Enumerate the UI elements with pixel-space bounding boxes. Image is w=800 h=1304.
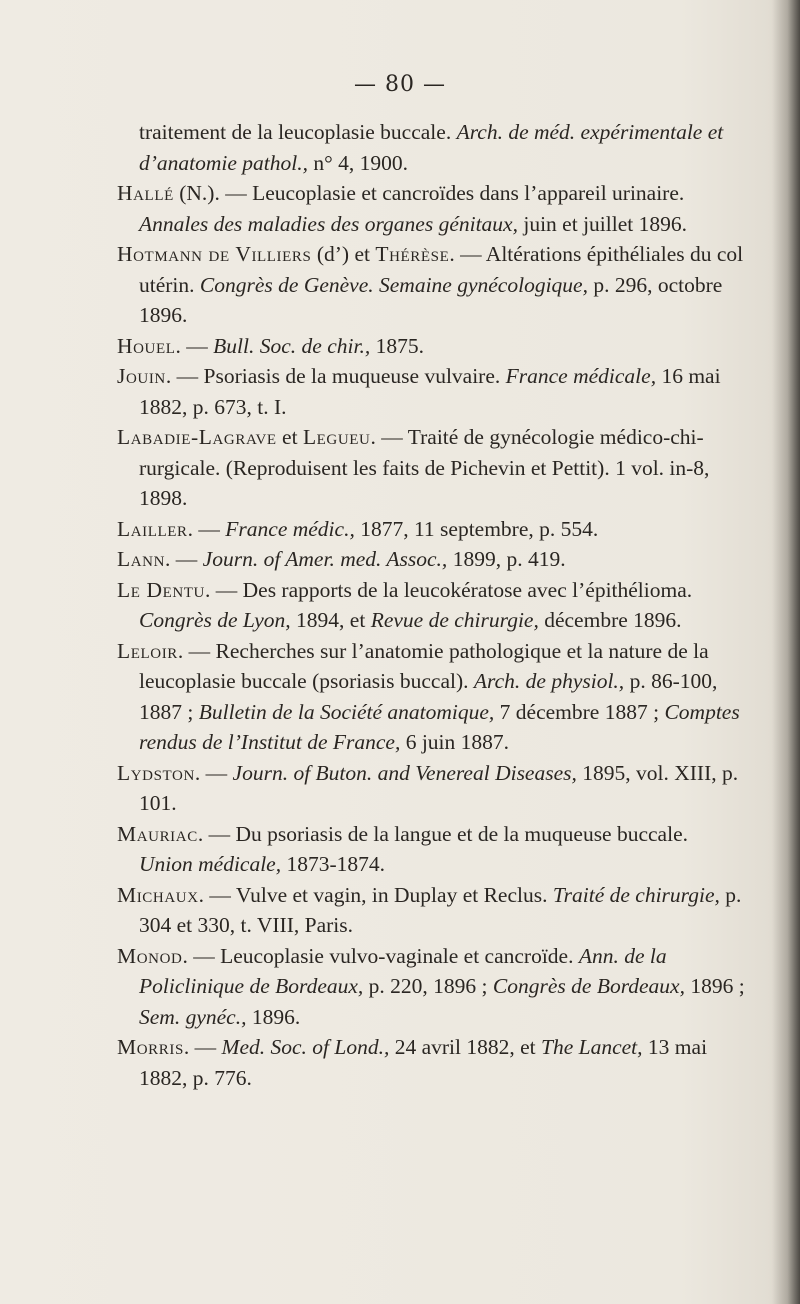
- entry-text: 6 juin 1887.: [400, 730, 510, 754]
- entry-text: 7 décembre 1887 ;: [494, 699, 665, 724]
- entry-text: et: [276, 425, 303, 449]
- entry-author: Lydston: [117, 760, 195, 785]
- entry-text: 1894, et: [290, 608, 371, 632]
- bibliography-entry: [117, 239, 747, 331]
- entry-author: Hallé: [117, 181, 174, 205]
- bibliography-entry: [117, 819, 747, 880]
- page-edge-shadow: [772, 0, 800, 1304]
- entry-text: n° 4, 1900.: [308, 150, 408, 175]
- entry-source-title: France médicale,: [505, 364, 657, 388]
- entry-source-title: Traité de chirurgie,: [552, 882, 720, 907]
- entry-text: . —: [165, 547, 203, 571]
- bibliography-entry: [117, 361, 747, 422]
- entry-text: . —: [175, 333, 214, 358]
- entry-text: 1877, 11 septembre, p. 554.: [354, 516, 599, 541]
- bibliography-entry: [117, 1032, 747, 1093]
- entry-source-title: Congrès de Lyon,: [139, 608, 291, 632]
- entry-text: . —: [183, 1035, 222, 1059]
- entry-text: . — Leucoplasie vulvo-vaginale et cancroïde.: [182, 943, 579, 968]
- entry-source-title: Revue de chirurgie,: [370, 608, 539, 632]
- entry-source-title: The Lancet,: [541, 1035, 643, 1059]
- entry-text: p. 86-100, 1887 ;: [139, 669, 718, 724]
- bibliography-entry: [117, 514, 747, 545]
- entry-text: . — Du psoriasis de la langue et de la muqueuse buccale.: [197, 821, 688, 846]
- bibliography-entry: [117, 117, 747, 178]
- entry-text: . —: [187, 516, 226, 541]
- bibliography-entry: [117, 544, 747, 575]
- entry-author: Michaux: [117, 882, 199, 907]
- bibliography-entry: [117, 331, 747, 362]
- entry-author: Jouin: [117, 364, 166, 388]
- entry-text: . — Des rapports de la leucokératose avec l’épithélioma.: [205, 577, 693, 602]
- entry-source-title: Union médicale,: [139, 852, 282, 876]
- entry-text: . — Altérations épithéliales du col utérin.: [139, 242, 744, 297]
- entry-author: Morris: [117, 1035, 184, 1059]
- entry-author: Leloir: [117, 638, 178, 663]
- bibliography-entry: [117, 880, 747, 941]
- bibliography-entry: [117, 178, 747, 239]
- entry-source-title: Sem. gynéc.,: [139, 1004, 247, 1029]
- bibliography-entry: [117, 636, 747, 758]
- entry-text: . — Vulve et vagin, in Duplay et Reclus.: [198, 882, 553, 907]
- entry-author: Legueu: [302, 425, 371, 449]
- entry-source-title: Journ. of Buton. and Venereal Diseases,: [232, 760, 577, 785]
- entry-text: 1875.: [370, 333, 424, 358]
- entry-author: Thérèse: [375, 242, 450, 266]
- entry-author: Hotmann de Villiers: [117, 242, 312, 266]
- entry-author: Houel: [117, 333, 176, 358]
- entry-text: . — Psoriasis de la muqueuse vulvaire.: [165, 364, 506, 388]
- entry-author: Lann: [117, 547, 166, 571]
- bibliography-entry: [117, 941, 747, 1033]
- entry-source-title: Bulletin de la Société anatomique,: [198, 699, 495, 724]
- entry-source-title: Ann. de la Policlinique de Bordeaux,: [139, 943, 667, 998]
- entry-text: 1899, p. 419.: [447, 547, 566, 571]
- bibliography-list: [117, 117, 747, 1093]
- bibliography-entry: [117, 758, 747, 819]
- entry-source-title: Med. Soc. of Lond.,: [221, 1035, 390, 1059]
- entry-text: 24 avril 1882, et: [389, 1035, 542, 1059]
- entry-text: . — Traité de gynécologie médico-chirurgicale. (Reproduisent les faits de Pichevin et Pettit). 1 vol. in-8, 1898.: [139, 425, 710, 510]
- entry-text: 16 mai 1882, p. 673, t. I.: [139, 364, 721, 419]
- entry-text: 1896.: [246, 1004, 301, 1029]
- entry-text: p. 220, 1896 ;: [363, 974, 493, 998]
- entry-text: 1895, vol. XIII, p. 101.: [139, 760, 739, 815]
- entry-text: p. 296, octobre 1896.: [139, 272, 723, 327]
- entry-source-title: Journ. of Amer. med. Assoc.,: [202, 547, 448, 571]
- entry-author: Le Dentu: [117, 577, 205, 602]
- entry-source-title: France médic.,: [225, 516, 355, 541]
- entry-text: 1896 ;: [684, 974, 745, 998]
- entry-text: juin et juillet 1896.: [517, 211, 687, 236]
- entry-text: 13 mai 1882, p. 776.: [139, 1035, 708, 1090]
- entry-text: traitement de la leucoplasie buccale.: [139, 120, 457, 144]
- entry-source-title: Arch. de méd. expérimentale et d’anatomie pathol.,: [139, 120, 724, 175]
- entry-text: décembre 1896.: [538, 608, 682, 632]
- entry-text: . —: [194, 760, 233, 785]
- entry-text: (d’) et: [311, 242, 376, 266]
- entry-text: 1873-1874.: [281, 852, 386, 876]
- entry-author: Labadie-Lagrave: [117, 425, 277, 449]
- entry-text: (N.). — Leucoplasie et cancroïdes dans l’appareil urinaire.: [173, 181, 685, 205]
- entry-source-title: Congrès de Bordeaux,: [492, 974, 685, 998]
- entry-text: . — Recherches sur l’anatomie pathologique et la nature de la leucoplasie buccale (psoriasis buccal).: [139, 638, 709, 693]
- entry-text: p. 304 et 330, t. VIII, Paris.: [139, 882, 742, 937]
- bibliography-entry: [117, 575, 747, 636]
- entry-author: Monod: [117, 943, 183, 968]
- entry-author: Lailler: [117, 516, 188, 541]
- bibliography-entry: [117, 422, 747, 514]
- entry-source-title: Bull. Soc. de chir.,: [213, 333, 371, 358]
- entry-source-title: Congrès de Genève. Semaine gynécologique,: [199, 272, 588, 297]
- entry-source-title: Arch. de physiol.,: [473, 669, 625, 693]
- entry-author: Mauriac: [117, 821, 198, 846]
- entry-source-title: Annales des maladies des organes génitaux,: [139, 211, 518, 236]
- page-number: — 80 —: [354, 72, 446, 97]
- entry-source-title: Comptes rendus de l’Institut de France,: [139, 699, 740, 754]
